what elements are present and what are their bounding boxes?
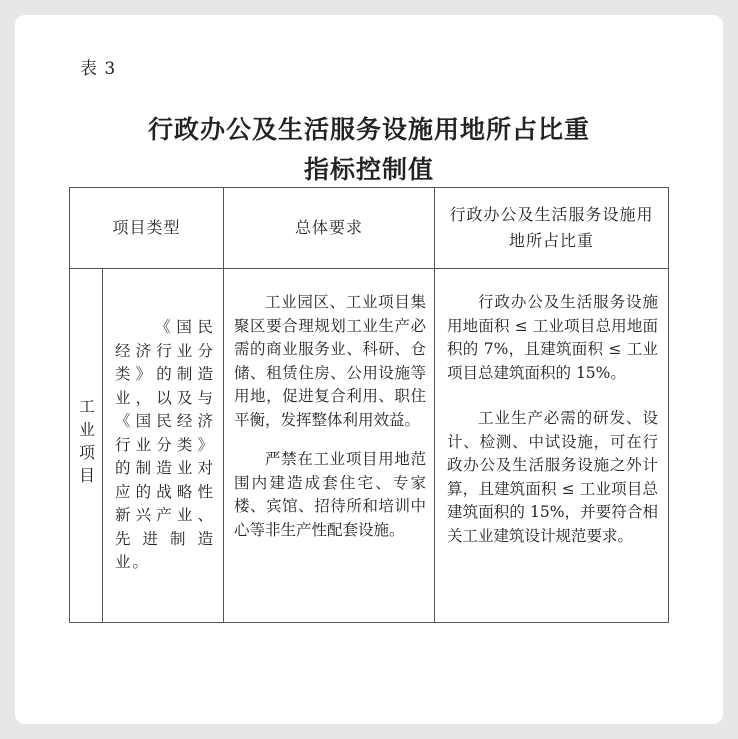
type-cell bbox=[103, 269, 224, 623]
category-label: 工业项目 bbox=[76, 397, 96, 490]
table-row bbox=[70, 269, 669, 623]
header-general-requirements: 总体要求 bbox=[224, 188, 435, 269]
category-cell bbox=[70, 269, 103, 623]
header-ratio: 行政办公及生活服务设施用地所占比重 bbox=[435, 188, 669, 269]
ratio-paragraph-1: 行政办公及生活服务设施用地面积 ≤ 工业项目总用地面积的 7%，且建筑面积 ≤ 工业项目总建筑面积的 15%。 bbox=[447, 293, 659, 382]
header-project-type: 项目类型 bbox=[70, 188, 224, 269]
table-header-row bbox=[70, 188, 669, 269]
indicator-table bbox=[69, 187, 669, 623]
ratio-cell bbox=[435, 269, 669, 623]
table-title-line2: 指标控制值 bbox=[303, 155, 434, 184]
table-title-line1: 行政办公及生活服务设施用地所占比重 bbox=[147, 115, 590, 144]
requirement-paragraph-2: 严禁在工业项目用地范围内建造成套住宅、专家楼、宾馆、招待所和培训中心等非生产性配套设施。 bbox=[234, 450, 427, 539]
requirement-paragraph-1: 工业园区、工业项目集聚区要合理规划工业生产必需的商业服务业、科研、仓储、租赁住房、公用设施等用地，促进复合利用、职住平衡，发挥整体利用效益。 bbox=[234, 293, 427, 429]
requirement-cell bbox=[224, 269, 435, 623]
ratio-paragraph-2: 工业生产必需的研发、设计、检测、中试设施，可在行政办公及生活服务设施之外计算，且建筑面积 ≤ 工业项目总建筑面积的 15%，并要符合相关工业建筑设计规范要求。 bbox=[447, 409, 659, 545]
table-label: 表 3 bbox=[80, 59, 117, 79]
type-description: 《国民经济行业分类》的制造业，以及与《国民经济行业分类》的制造业对应的战略性新兴产业、先进制造业。 bbox=[115, 318, 216, 572]
